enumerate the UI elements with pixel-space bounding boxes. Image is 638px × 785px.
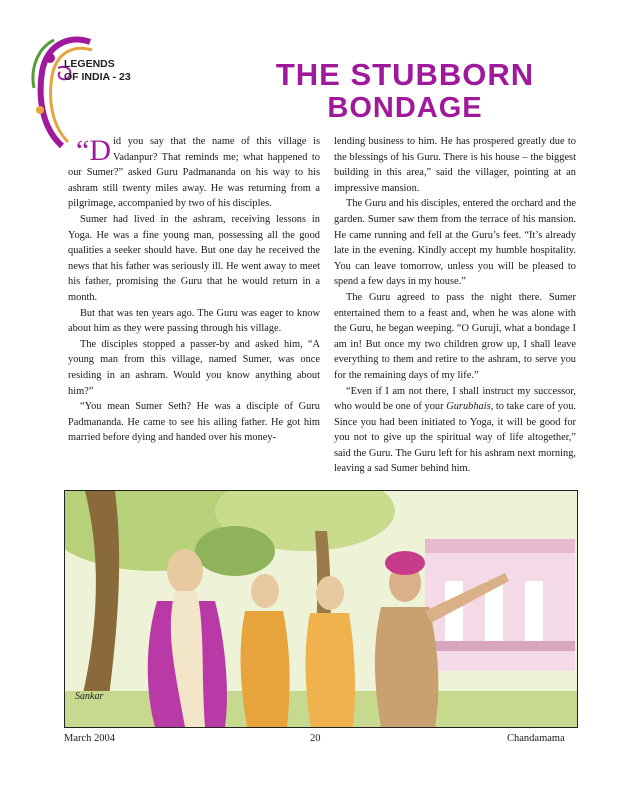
paragraph-text: id you say that the name of this village is Vadanpur? That reminds me; what happened to our Sumer?” asked Guru Padmananda on his way to his ashram still twenty miles away. He was returning from a pilgrimage, accompanied by two of his disciples. (68, 136, 320, 210)
text-column-right (334, 134, 576, 477)
text-column-left (68, 134, 320, 446)
illustrator-signature: Sankar (75, 691, 104, 702)
decorative-corner-ornament (28, 28, 98, 148)
series-label-line1: LEGENDS (64, 58, 115, 70)
paragraph: The Guru and his disciples, entered the orchard and the garden. Sumer saw them from the terrace of his mansion. He came running and fell at the Guru’s feet. “It’s already late in the evening. Kindly accept my humble hospitality. You can leave tomorrow, unless you will be pleased to spend a few days in my house.” (334, 198, 576, 288)
footer-date: March 2004 (64, 733, 116, 744)
paragraph: But that was ten years ago. The Guru was eager to know about him as they were passing through his village. (68, 307, 320, 335)
illustration-art (65, 491, 577, 727)
paragraph (334, 384, 576, 478)
footer-page-number: 20 (310, 733, 321, 744)
paragraph: lending business to him. He has prospered greatly due to the blessings of his Guru. There is his house – the biggest building in this area,” said the villager, pointing at an impressive mansion. (334, 136, 576, 194)
paragraph (68, 134, 320, 212)
story-title-line1: THE STUBBORN (275, 57, 535, 92)
italic-term: Gurubhais (446, 401, 491, 413)
paragraph-text: , to take care of you. Since you had been initiated to Yoga, it will be good for you not to give up the spiritual way of life altogether,” said the Guru. The Guru left for his ashram next morning, leaving a sad Sumer behind him. (334, 401, 577, 475)
story-illustration (64, 490, 578, 728)
paragraph: Sumer had lived in the ashram, receiving lessons in Yoga. He was a fine young man, possessing all the good qualities a seeker should have. But one day he received the news that his father was seriously ill. He went away to meet his father, promising the Guru that he would return in a month. (68, 213, 320, 303)
footer-magazine-name: Chandamama (507, 733, 565, 744)
series-label-line2: OF INDIA - 23 (64, 71, 131, 83)
series-label (64, 58, 150, 84)
paragraph: The disciples stopped a passer-by and asked him, “A young man from this village, named Sumer, was once residing in an ashram. Would you know anything about him?” (68, 338, 320, 397)
paragraph: “You mean Sumer Seth? He was a disciple of Guru Padmananda. He came to see his ailing father. He got him married before dying and handed over his money- (68, 401, 320, 444)
paragraph-text: “Even if I am not there, I shall instruct my successor, who would be one of your (334, 385, 576, 413)
drop-cap: “D (76, 134, 111, 167)
paragraph: The Guru agreed to pass the night there. Sumer entertained them to a feast and, when he was alone with the Guru, he began weeping. “O Guruji, what a bondage I am in! But once my two children grow up, I shall leave everything to them and retire to the ashram, to serve you for the remaining days of my life.” (334, 291, 576, 381)
story-title-line2: BONDAGE (327, 92, 483, 124)
